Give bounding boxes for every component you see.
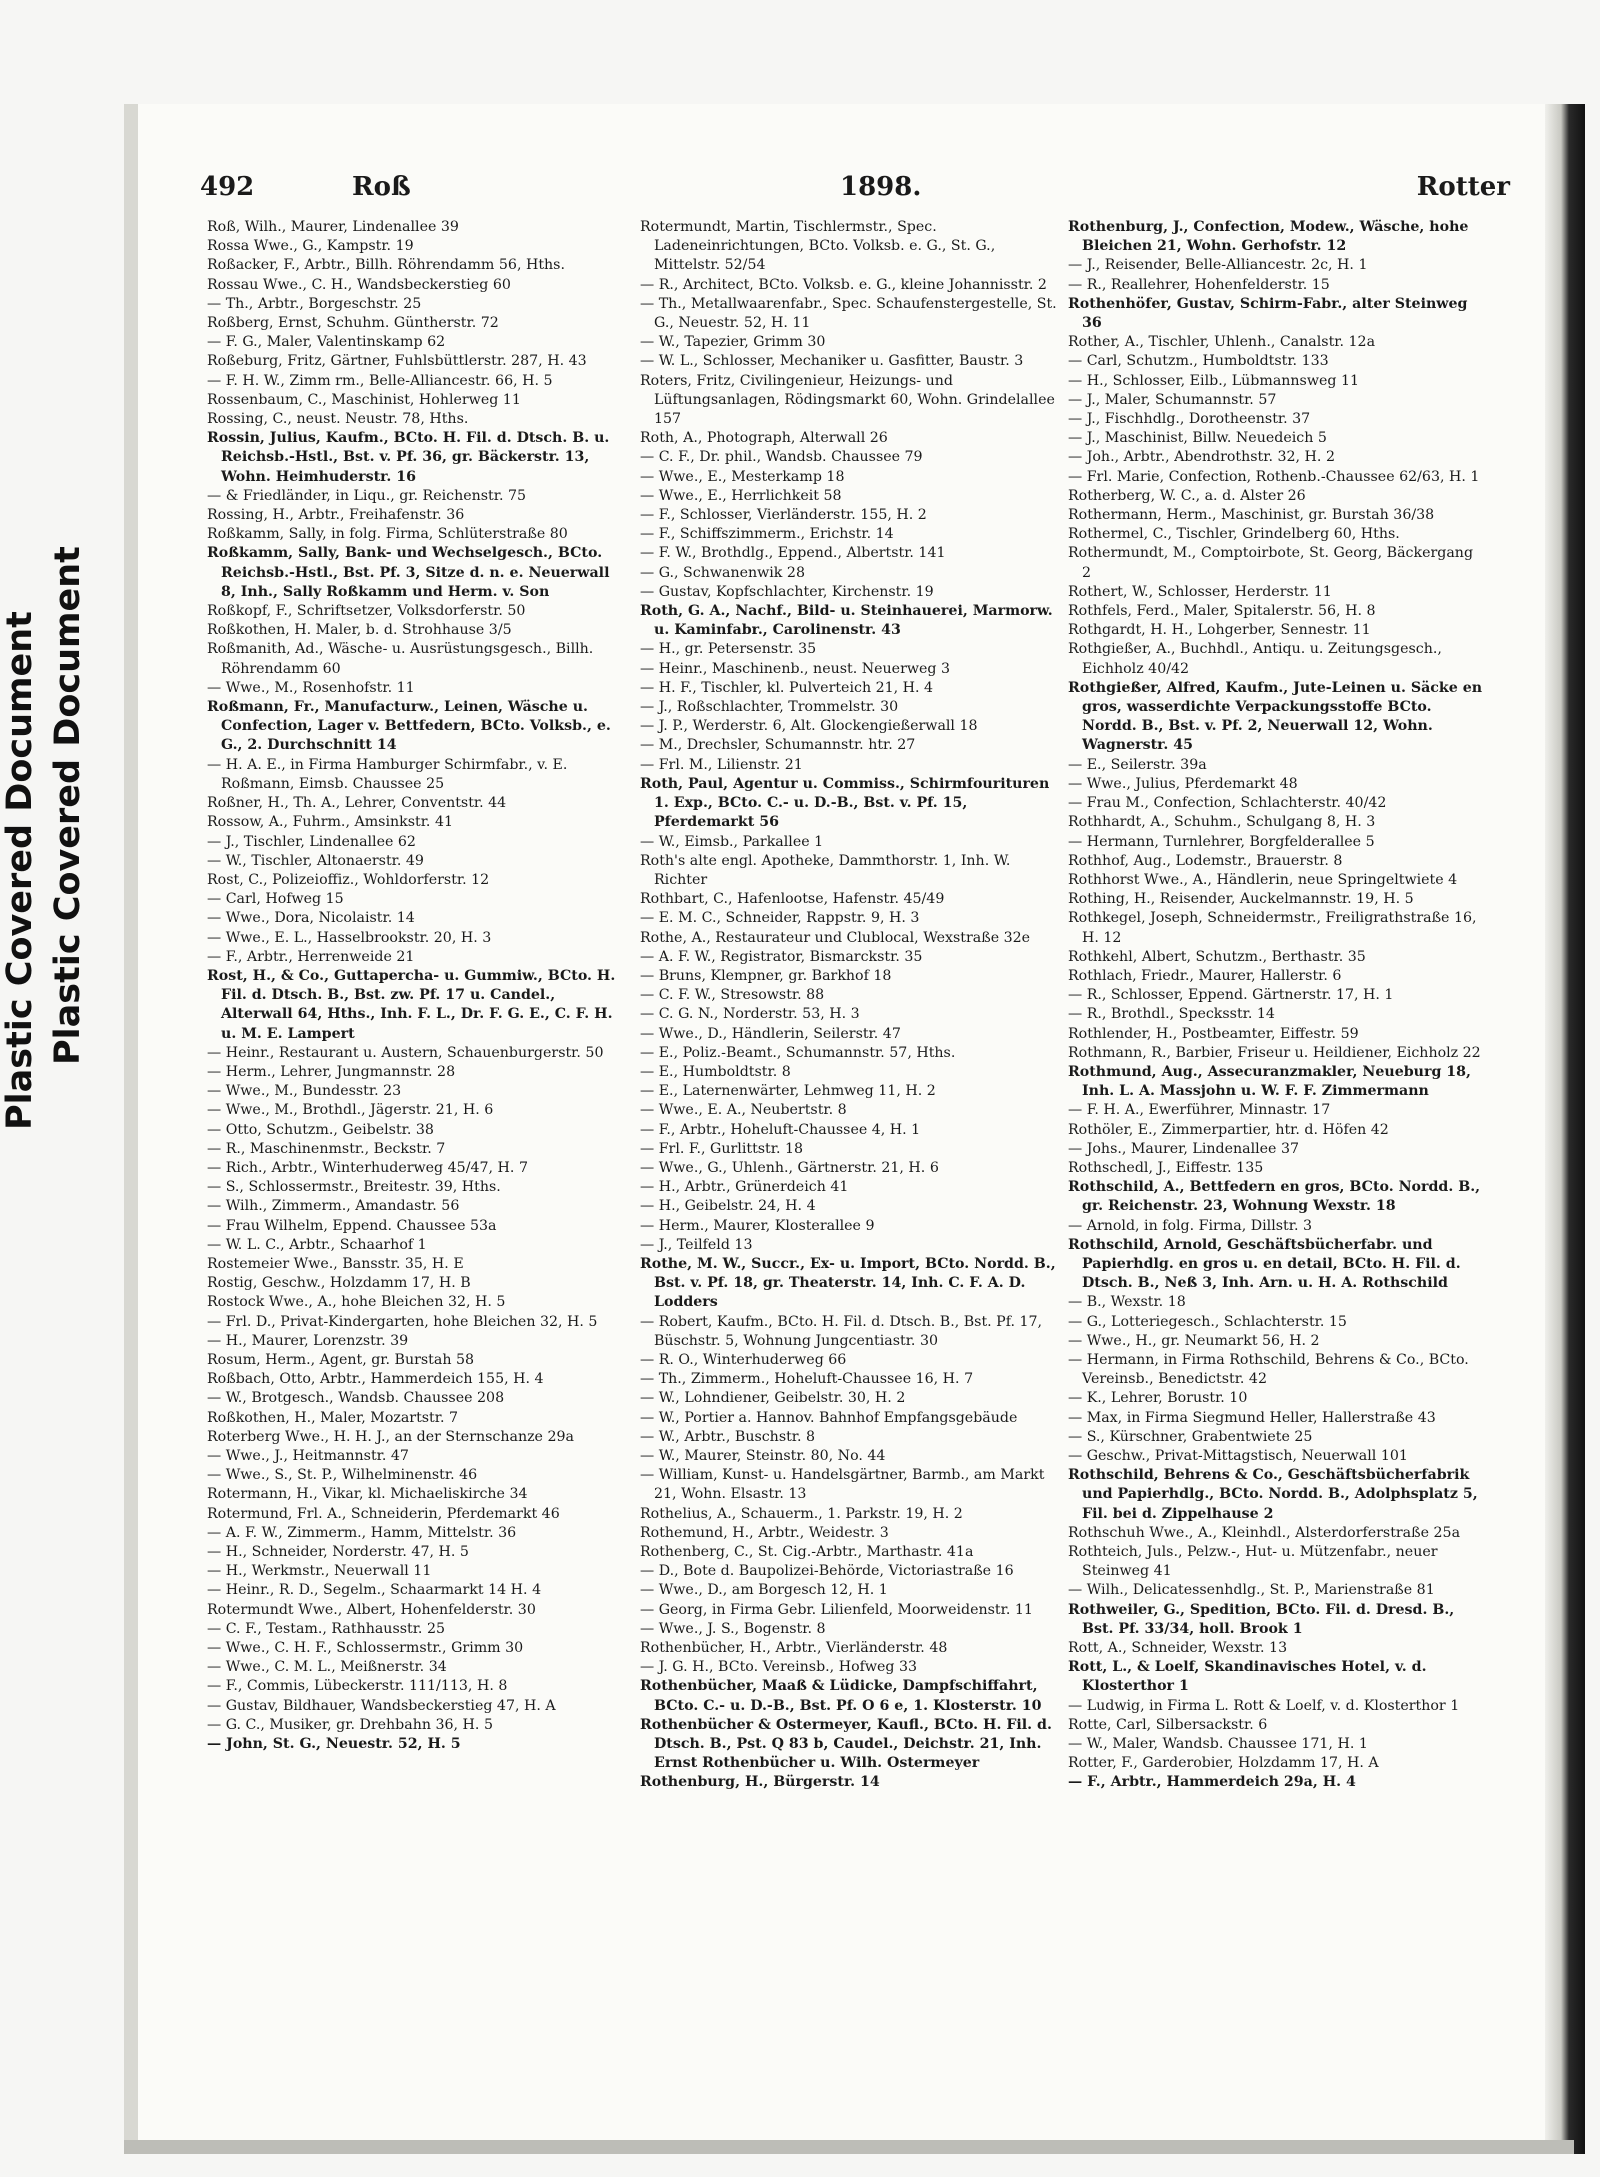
book-edge: [1545, 104, 1585, 2154]
directory-entry: Rostig, Geschw., Holzdamm 17, H. B: [207, 1275, 471, 1292]
directory-entry: Roßkamm, Sally, Bank- und Wechselgesch., BCto. Reichsb.-Hstl., Bst. Pf. 3, Sitze d. n. e. Neuerwall 8, Inh., Sally Roßkamm und Herm. v. Son: [207, 545, 610, 600]
directory-entry: — W., Maurer, Steinstr. 80, No. 44: [640, 1448, 886, 1464]
directory-entry: — W., Arbtr., Buschstr. 8: [640, 1428, 816, 1445]
directory-entry: — R., Maschinenmstr., Beckstr. 7: [207, 1140, 446, 1157]
directory-entry: — Th., Arbtr., Borgeschstr. 25: [207, 295, 422, 312]
directory-entry: Rossa Wwe., G., Kampstr. 19: [207, 238, 414, 255]
directory-entry: — Th., Metallwaarenfabr., Spec. Schaufenstergestelle, St. G., Neuestr. 52, H. 11: [640, 295, 1057, 332]
directory-entry: — Wwe., D., am Borgesch 12, H. 1: [640, 1582, 888, 1599]
directory-entry: Roth, Paul, Agentur u. Commiss., Schirmfourituren 1. Exp., BCto. C.- u. D.-B., Bst. v. Pf. 15, Pferdemarkt 56: [640, 775, 1050, 831]
directory-entry: Rothschild, A., Bettfedern en gros, BCto. Nordd. B., gr. Reichenstr. 23, Wohnung Wexstr. 18: [1068, 1179, 1481, 1215]
directory-entry: Rossing, C., neust. Neustr. 78, Hths.: [207, 411, 469, 428]
directory-entry: — C. F. W., Stresowstr. 88: [640, 987, 825, 1004]
directory-entry: — Wwe., C. M. L., Meißnerstr. 34: [207, 1659, 447, 1676]
directory-entry: Rothermel, C., Tischler, Grindelberg 60, Hths.: [1068, 526, 1400, 543]
directory-entry: — J., Roßschlachter, Trommelstr. 30: [640, 699, 899, 716]
directory-entry: — H., Maurer, Lorenzstr. 39: [207, 1332, 409, 1349]
directory-entry: — Herm., Lehrer, Jungmannstr. 28: [207, 1063, 456, 1080]
directory-entry: — J., Fischhdlg., Dorotheenstr. 37: [1068, 411, 1311, 428]
directory-entry: — Frl. D., Privat-Kindergarten, hohe Bleichen 32, H. 5: [207, 1313, 598, 1330]
directory-entry: — C. F., Testam., Rathhausstr. 25: [207, 1620, 446, 1637]
directory-entry: — Frl. F., Gurlittstr. 18: [640, 1140, 804, 1157]
directory-entry: — J. G. H., BCto. Vereinsb., Hofweg 33: [640, 1659, 918, 1676]
directory-entry: Rostemeier Wwe., Bansstr. 35, H. E: [207, 1255, 464, 1272]
directory-entry: Rotter, F., Garderobier, Holzdamm 17, H. A: [1068, 1755, 1379, 1772]
directory-entry: Rost, C., Polizeioffiz., Wohldorferstr. 12: [207, 871, 490, 888]
directory-entry: — J., Maschinist, Billw. Neuedeich 5: [1068, 430, 1327, 447]
directory-entry: — K., Lehrer, Borustr. 10: [1068, 1390, 1248, 1407]
directory-entry: Rothemund, H., Arbtr., Weidestr. 3: [640, 1524, 889, 1541]
directory-entry: Rotermundt, Martin, Tischlermstr., Spec. Ladeneinrichtungen, BCto. Volksb. e. G., St. G., Mittelstr. 52/54: [640, 219, 996, 274]
directory-entry: Rothing, H., Reisender, Auckelmannstr. 19, H. 5: [1068, 891, 1414, 908]
directory-entry: — F. W., Brothdlg., Eppend., Albertstr. 141: [640, 545, 946, 562]
directory-entry: — Frl. Marie, Confection, Rothenb.-Chaussee 62/63, H. 1: [1068, 468, 1480, 485]
directory-entry: Rothermann, Herm., Maschinist, gr. Burstah 36/38: [1068, 507, 1435, 524]
directory-entry: Rothschuh Wwe., A., Kleinhdl., Alsterdorferstraße 25a: [1068, 1524, 1461, 1541]
directory-entry: — Robert, Kaufm., BCto. H. Fil. d. Dtsch. B., Bst. Pf. 17, Büschstr. 5, Wohnung Jungcentiastr. 30: [640, 1313, 1043, 1349]
directory-entry: Rothhardt, A., Schuhm., Schulgang 8, H. 3: [1068, 814, 1376, 831]
directory-entry: — R., Brothdl., Specksstr. 14: [1068, 1006, 1275, 1023]
directory-entry: Rothschild, Behrens & Co., Geschäftsbücherfabrik und Papierhdlg., BCto. Nordd. B., Adolphsplatz 5, Fil. bei d. Zippelhause 2: [1068, 1467, 1478, 1522]
directory-entry: — Th., Zimmerm., Hoheluft-Chaussee 16, H. 7: [640, 1371, 974, 1388]
directory-entry: — H. F., Tischler, kl. Pulverteich 21, H. 4: [640, 679, 934, 696]
directory-entry: — Ludwig, in Firma L. Rott & Loelf, v. d. Klosterthor 1: [1068, 1697, 1460, 1714]
directory-entry: Rothmund, Aug., Assecuranzmakler, Neueburg 18, Inh. L. A. Massjohn u. W. F. F. Zimmermann: [1068, 1063, 1471, 1100]
directory-entry: — W., Tischler, Altonaerstr. 49: [207, 852, 424, 869]
directory-entry: — H., Schlosser, Eilb., Lübmannsweg 11: [1068, 372, 1360, 389]
directory-entry: — Hermann, in Firma Rothschild, Behrens & Co., BCto. Vereinsb., Benedictstr. 42: [1068, 1351, 1469, 1388]
directory-entry: — J., Reisender, Belle-Alliancestr. 2c, H. 1: [1068, 257, 1368, 274]
directory-entry: Rothgießer, A., Buchhdl., Antiqu. u. Zeitungsgesch., Eichholz 40/42: [1068, 641, 1442, 677]
directory-entry: — Frau Wilhelm, Eppend. Chaussee 53a: [207, 1217, 497, 1234]
directory-entry: — Arnold, in folg. Firma, Dillstr. 3: [1068, 1217, 1312, 1234]
directory-entry: — J., Maler, Schumannstr. 57: [1068, 391, 1277, 408]
directory-entry: — Wwe., H., gr. Neumarkt 56, H. 2: [1068, 1332, 1320, 1349]
directory-entry: Roth's alte engl. Apotheke, Dammthorstr. 1, Inh. W. Richter: [640, 852, 1011, 888]
directory-entry: — H., Werkmstr., Neuerwall 11: [207, 1563, 432, 1580]
directory-entry: — F., Arbtr., Hammerdeich 29a, H. 4: [1068, 1774, 1356, 1791]
directory-entry: Rothschedl, J., Eiffestr. 135: [1068, 1159, 1264, 1176]
page-number: 492: [200, 172, 255, 202]
directory-entry: Roßbach, Otto, Arbtr., Hammerdeich 155, H. 4: [207, 1371, 544, 1388]
directory-entry: — Wwe., Dora, Nicolaistr. 14: [207, 910, 415, 927]
year: 1898.: [840, 172, 922, 202]
directory-entry: — W., Eimsb., Parkallee 1: [640, 833, 824, 850]
directory-entry: Rotermundt Wwe., Albert, Hohenfelderstr. 30: [207, 1601, 536, 1618]
directory-entry: Rothöler, E., Zimmerpartier, htr. d. Höfen 42: [1068, 1121, 1389, 1138]
directory-entry: — Wwe., M., Rosenhofstr. 11: [207, 679, 415, 696]
directory-entry: — Wilh., Delicatessenhdlg., St. P., Marienstraße 81: [1068, 1582, 1435, 1599]
directory-entry: — H., Arbtr., Grünerdeich 41: [640, 1179, 849, 1196]
stamp-partial: Plastic Covered Document: [0, 611, 40, 1130]
directory-entry: — W., Tapezier, Grimm 30: [640, 334, 826, 351]
directory-entry: — W. L., Schlosser, Mechaniker u. Gasfitter, Baustr. 3: [640, 353, 1024, 370]
directory-entry: — Wwe., E. L., Hasselbrookstr. 20, H. 3: [207, 929, 492, 946]
directory-entry: Roßmann, Fr., Manufacturw., Leinen, Wäsche u. Confection, Lager v. Bettfedern, BCto. Volksb., e. G., 2. Durchschnitt 14: [207, 699, 611, 754]
directory-entry: — G., Schwanenwik 28: [640, 564, 805, 581]
directory-entry: — R., Architect, BCto. Volksb. e. G., kleine Johannisstr. 2: [640, 276, 1047, 293]
directory-entry: Rothenhöfer, Gustav, Schirm-Fabr., alter Steinweg 36: [1068, 295, 1468, 332]
directory-entry: Roth, A., Photograph, Alterwall 26: [640, 430, 888, 447]
directory-entry: — J., Teilfeld 13: [640, 1236, 753, 1253]
directory-column-3: [1068, 218, 1486, 1793]
directory-entry: Roth, G. A., Nachf., Bild- u. Steinhauerei, Marmorw. u. Kaminfabr., Carolinenstr. 43: [640, 603, 1053, 639]
directory-entry: — Carl, Schutzm., Humboldtstr. 133: [1068, 353, 1329, 370]
directory-entry: — S., Kürschner, Grabentwiete 25: [1068, 1428, 1313, 1445]
directory-entry: Rothenburg, J., Confection, Modew., Wäsche, hohe Bleichen 21, Wohn. Gerhofstr. 12: [1068, 219, 1469, 255]
directory-entry: — Wwe., M., Brothdl., Jägerstr. 21, H. 6: [207, 1102, 494, 1119]
directory-entry: Rothe, M. W., Succr., Ex- u. Import, BCto. Nordd. B., Bst. v. Pf. 18, gr. Theaterstr. 14, Inh. C. F. A. D. Lodders: [640, 1255, 1056, 1311]
directory-entry: — Heinr., Maschinenb., neust. Neuerweg 3: [640, 660, 951, 677]
directory-entry: — E., Seilerstr. 39a: [1068, 756, 1207, 773]
directory-entry: Roßkothen, H., Maler, Mozartstr. 7: [207, 1409, 459, 1426]
directory-entry: — Wwe., E., Herrlichkeit 58: [640, 487, 842, 504]
directory-entry: — Wwe., Julius, Pferdemarkt 48: [1068, 775, 1298, 792]
directory-entry: Rothe, A., Restaurateur und Clublocal, Wexstraße 32e: [640, 929, 1031, 946]
directory-entry: Rothenburg, H., Bürgerstr. 14: [640, 1774, 880, 1791]
directory-column-2: [640, 218, 1058, 1793]
directory-entry: — W., Portier a. Hannov. Bahnhof Empfangsgebäude: [640, 1409, 1018, 1426]
directory-entry: Rothenbücher, Maaß & Lüdicke, Dampfschiffahrt, BCto. C.- u. D.-B., Bst. Pf. O 6 e, 1. Klosterstr. 10: [640, 1678, 1042, 1714]
directory-entry: Rothweiler, G., Spedition, BCto. Fil. d. Dresd. B., Bst. Pf. 33/34, holl. Brook 1: [1068, 1601, 1455, 1637]
directory-entry: — E., Poliz.-Beamt., Schumannstr. 57, Hths.: [640, 1044, 956, 1061]
directory-entry: — C. G. N., Norderstr. 53, H. 3: [640, 1006, 860, 1023]
directory-entry: — C. F., Dr. phil., Wandsb. Chaussee 79: [640, 449, 923, 466]
directory-entry: — B., Wexstr. 18: [1068, 1294, 1186, 1311]
directory-entry: Rotermund, Frl. A., Schneiderin, Pferdemarkt 46: [207, 1505, 560, 1522]
directory-entry: Rotherberg, W. C., a. d. Alster 26: [1068, 487, 1306, 504]
directory-entry: — Wwe., C. H. F., Schlossermstr., Grimm 30: [207, 1640, 524, 1657]
directory-entry: — Rich., Arbtr., Winterhuderweg 45/47, H. 7: [207, 1159, 528, 1176]
directory-entry: Rothlender, H., Postbeamter, Eiffestr. 59: [1068, 1025, 1359, 1042]
directory-entry: — R., Reallehrer, Hohenfelderstr. 15: [1068, 276, 1330, 293]
directory-entry: Rothkegel, Joseph, Schneidermstr., Freiligrathstraße 16, H. 12: [1068, 910, 1477, 946]
directory-entry: — Bruns, Klempner, gr. Barkhof 18: [640, 967, 892, 984]
directory-entry: Rosum, Herm., Agent, gr. Burstah 58: [207, 1351, 475, 1368]
directory-entry: — H. A. E., in Firma Hamburger Schirmfabr., v. E. Roßmann, Eimsb. Chaussee 25: [207, 756, 568, 792]
directory-entry: — F. G., Maler, Valentinskamp 62: [207, 334, 446, 351]
directory-entry: Rossau Wwe., C. H., Wandsbeckerstieg 60: [207, 276, 511, 293]
directory-entry: Rothenbücher, H., Arbtr., Vierländerstr. 48: [640, 1640, 948, 1657]
directory-entry: — G., Lotteriegesch., Schlachterstr. 15: [1068, 1313, 1347, 1330]
page-bottom-shadow: [124, 2140, 1574, 2154]
directory-entry: — Joh., Arbtr., Abendrothstr. 32, H. 2: [1068, 449, 1335, 466]
directory-entry: — F., Schlosser, Vierländerstr. 155, H. 2: [640, 507, 927, 524]
directory-entry: — Otto, Schutzm., Geibelstr. 38: [207, 1121, 434, 1138]
directory-entry: — Max, in Firma Siegmund Heller, Hallerstraße 43: [1068, 1409, 1436, 1426]
directory-entry: — H., Schneider, Norderstr. 47, H. 5: [207, 1544, 469, 1561]
directory-entry: — John, St. G., Neuestr. 52, H. 5: [207, 1736, 461, 1753]
directory-entry: Rossin, Julius, Kaufm., BCto. H. Fil. d. Dtsch. B. u. Reichsb.-Hstl., Bst. v. Pf. 36, gr. Bäckerstr. 13, Wohn. Heimhuderstr. 16: [207, 430, 610, 485]
directory-entry: — W., Brotgesch., Wandsb. Chaussee 208: [207, 1390, 505, 1407]
directory-entry: Roßkothen, H. Maler, b. d. Strohhause 3/5: [207, 622, 512, 639]
directory-entry: Rother, A., Tischler, Uhlenh., Canalstr. 12a: [1068, 334, 1376, 351]
directory-entry: Rott, L., & Loelf, Skandinavisches Hotel, v. d. Klosterthor 1: [1068, 1659, 1427, 1695]
directory-entry: Roßacker, F., Arbtr., Billh. Röhrendamm 56, Hths.: [207, 257, 565, 274]
directory-entry: — Geschw., Privat-Mittagstisch, Neuerwall 101: [1068, 1448, 1408, 1464]
directory-entry: — F., Commis, Lübeckerstr. 111/113, H. 8: [207, 1678, 508, 1695]
directory-entry: — M., Drechsler, Schumannstr. htr. 27: [640, 737, 916, 754]
directory-entry: Roßeburg, Fritz, Gärtner, Fuhlsbüttlerstr. 287, H. 43: [207, 353, 587, 370]
directory-entry: Rothbart, C., Hafenlootse, Hafenstr. 45/49: [640, 891, 945, 908]
directory-entry: Rossenbaum, C., Maschinist, Hohlerweg 11: [207, 391, 521, 408]
directory-entry: — Wwe., E. A., Neubertstr. 8: [640, 1102, 847, 1119]
directory-entry: Rothmann, R., Barbier, Friseur u. Heildiener, Eichholz 22: [1068, 1044, 1481, 1061]
directory-entry: — F. H. W., Zimm rm., Belle-Alliancestr. 66, H. 5: [207, 372, 553, 389]
directory-entry: Roßkamm, Sally, in folg. Firma, Schlüterstraße 80: [207, 526, 568, 543]
directory-entry: — A. F. W., Registrator, Bismarckstr. 35: [640, 948, 923, 965]
directory-entry: Rothenberg, C., St. Cig.-Arbtr., Marthastr. 41a: [640, 1544, 974, 1561]
directory-entry: — R. O., Winterhuderweg 66: [640, 1351, 847, 1368]
directory-entry: — W. L. C., Arbtr., Schaarhof 1: [207, 1236, 427, 1253]
directory-entry: Rossing, H., Arbtr., Freihafenstr. 36: [207, 507, 465, 524]
directory-entry: — J., Tischler, Lindenallee 62: [207, 833, 416, 850]
directory-entry: — Gustav, Kopfschlachter, Kirchenstr. 19: [640, 583, 934, 600]
directory-entry: Roters, Fritz, Civilingenieur, Heizungs- und Lüftungsanlagen, Rödingsmarkt 60, Wohn. Grindelallee 157: [640, 372, 1055, 428]
directory-entry: — Wwe., D., Händlerin, Seilerstr. 47: [640, 1025, 901, 1042]
directory-entry: — A. F. W., Zimmerm., Hamm, Mittelstr. 36: [207, 1524, 517, 1541]
page-header: [200, 172, 1530, 212]
directory-entry: Roßner, H., Th. A., Lehrer, Conventstr. 44: [207, 795, 507, 812]
directory-entry: — H., Geibelstr. 24, H. 4: [640, 1198, 816, 1215]
directory-entry: — E., Laternenwärter, Lehmweg 11, H. 2: [640, 1083, 936, 1100]
directory-entry: — W., Maler, Wandsb. Chaussee 171, H. 1: [1068, 1736, 1368, 1753]
directory-entry: — & Friedländer, in Liqu., gr. Reichenstr. 75: [207, 487, 527, 504]
directory-entry: Rothermundt, M., Comptoirbote, St. Georg, Bäckergang 2: [1068, 545, 1474, 581]
directory-entry: — H., gr. Petersenstr. 35: [640, 641, 817, 658]
directory-entry: — W., Lohndiener, Geibelstr. 30, H. 2: [640, 1390, 906, 1407]
directory-entry: Rothlach, Friedr., Maurer, Hallerstr. 6: [1068, 967, 1342, 984]
directory-entry: Roterberg Wwe., H. H. J., an der Sternschanze 29a: [207, 1428, 574, 1445]
directory-entry: — F. H. A., Ewerführer, Minnastr. 17: [1068, 1102, 1331, 1119]
directory-entry: Rothenbücher & Ostermeyer, Kaufl., BCto. H. Fil. d. Dtsch. B., Pst. Q 83 b, Caudel., Deichstr. 21, Inh. Ernst Rothenbücher u. Wilh. Ostermeyer: [640, 1716, 1052, 1772]
directory-entry: — E. M. C., Schneider, Rappstr. 9, H. 3: [640, 910, 920, 927]
directory-entry: Rothfels, Ferd., Maler, Spitalerstr. 56, H. 8: [1068, 603, 1376, 620]
directory-entry: — Frau M., Confection, Schlachterstr. 40/42: [1068, 795, 1387, 812]
directory-entry: Rothschild, Arnold, Geschäftsbücherfabr. und Papierhdlg. en gros u. en detail, BCto. H. Fil. d. Dtsch. B., Neß 3, Inh. Arn. u. H. A. Rothschild: [1068, 1236, 1461, 1292]
directory-entry: — Johs., Maurer, Lindenallee 37: [1068, 1140, 1300, 1157]
directory-entry: — F., Arbtr., Herrenweide 21: [207, 948, 415, 965]
directory-entry: — Herm., Maurer, Klosterallee 9: [640, 1217, 875, 1234]
directory-entry: Rothhorst Wwe., A., Händlerin, neue Springeltwiete 4: [1068, 871, 1458, 888]
directory-entry: Rotermann, H., Vikar, kl. Michaeliskirche 34: [207, 1486, 528, 1503]
directory-entry: Rothelius, A., Schauerm., 1. Parkstr. 19, H. 2: [640, 1505, 963, 1522]
directory-entry: — William, Kunst- u. Handelsgärtner, Barmb., am Markt 21, Wohn. Elsastr. 13: [640, 1467, 1045, 1503]
directory-entry: Roßkopf, F., Schriftsetzer, Volksdorferstr. 50: [207, 603, 526, 620]
directory-entry: — Wwe., M., Bundesstr. 23: [207, 1083, 402, 1100]
directory-entry: — D., Bote d. Baupolizei-Behörde, Victoriastraße 16: [640, 1563, 1014, 1580]
directory-entry: Rothgießer, Alfred, Kaufm., Jute-Leinen u. Säcke en gros, wasserdichte Verpackungsstoffe BCto. Nordd. B., Bst. v. Pf. 2, Neuerwall 12, Wohn. Wagnerstr. 45: [1068, 679, 1483, 754]
directory-entry: Rothert, W., Schlosser, Herderstr. 11: [1068, 583, 1332, 600]
directory-entry: — Heinr., Restaurant u. Austern, Schauenburgerstr. 50: [207, 1044, 604, 1061]
directory-entry: — Wwe., J. S., Bogenstr. 8: [640, 1620, 826, 1637]
directory-entry: — Carl, Hofweg 15: [207, 891, 344, 908]
directory-entry: — Wwe., E., Mesterkamp 18: [640, 468, 845, 485]
directory-entry: Roßmanith, Ad., Wäsche- u. Ausrüstungsgesch., Billh. Röhrendamm 60: [207, 641, 594, 677]
directory-entry: — Hermann, Turnlehrer, Borgfelderallee 5: [1068, 833, 1375, 850]
page-spine: [124, 104, 138, 2154]
directory-entry: Rothkehl, Albert, Schutzm., Berthastr. 35: [1068, 948, 1366, 965]
left-keyword: Roß: [352, 172, 411, 202]
directory-entry: Roßberg, Ernst, Schuhm. Güntherstr. 72: [207, 315, 499, 332]
directory-entry: — Wwe., S., St. P., Wilhelminenstr. 46: [207, 1467, 478, 1484]
directory-entry: — Frl. M., Lilienstr. 21: [640, 756, 803, 773]
directory-entry: — Gustav, Bildhauer, Wandsbeckerstieg 47, H. A: [207, 1697, 556, 1714]
directory-entry: — Heinr., R. D., Segelm., Schaarmarkt 14 H. 4: [207, 1582, 542, 1599]
directory-entry: — F., Arbtr., Hoheluft-Chaussee 4, H. 1: [640, 1121, 921, 1138]
directory-entry: — Wwe., J., Heitmannstr. 47: [207, 1448, 409, 1464]
directory-column-1: [207, 218, 625, 1754]
directory-entry: — Wwe., G., Uhlenh., Gärtnerstr. 21, H. 6: [640, 1159, 939, 1176]
directory-entry: Rost, H., & Co., Guttapercha- u. Gummiw., BCto. H. Fil. d. Dtsch. B., Bst. zw. Pf. 17 u. Candel., Alterwall 64, Hths., Inh. F. L., Dr. F. G. E., C. F. H. u. M. E. Lampert: [207, 967, 616, 1042]
directory-entry: Rott, A., Schneider, Wexstr. 13: [1068, 1640, 1288, 1657]
directory-entry: Rossow, A., Fuhrm., Amsinkstr. 41: [207, 814, 453, 831]
directory-entry: Roß, Wilh., Maurer, Lindenallee 39: [207, 219, 459, 235]
directory-entry: Rothhof, Aug., Lodemstr., Brauerstr. 8: [1068, 852, 1343, 869]
directory-entry: — J. P., Werderstr. 6, Alt. Glockengießerwall 18: [640, 718, 978, 735]
directory-entry: Rotte, Carl, Silbersackstr. 6: [1068, 1716, 1268, 1733]
directory-entry: Rothteich, Juls., Pelzw.-, Hut- u. Mützenfabr., neuer Steinweg 41: [1068, 1544, 1438, 1580]
directory-entry: Rothgardt, H. H., Lohgerber, Sennestr. 11: [1068, 622, 1371, 639]
plastic-covered-stamp: Plastic Covered Document: [48, 546, 88, 1065]
directory-entry: — E., Humboldtstr. 8: [640, 1063, 791, 1080]
directory-entry: — S., Schlossermstr., Breitestr. 39, Hths.: [207, 1179, 501, 1196]
directory-entry: — R., Schlosser, Eppend. Gärtnerstr. 17, H. 1: [1068, 987, 1394, 1004]
directory-entry: — Wilh., Zimmerm., Amandastr. 56: [207, 1198, 460, 1215]
directory-entry: — F., Schiffszimmerm., Erichstr. 14: [640, 526, 894, 543]
right-keyword: Rotter: [1416, 172, 1510, 202]
directory-entry: — G. C., Musiker, gr. Drehbahn 36, H. 5: [207, 1716, 493, 1733]
directory-entry: Rostock Wwe., A., hohe Bleichen 32, H. 5: [207, 1294, 506, 1311]
directory-entry: — Georg, in Firma Gebr. Lilienfeld, Moorweidenstr. 11: [640, 1601, 1033, 1618]
